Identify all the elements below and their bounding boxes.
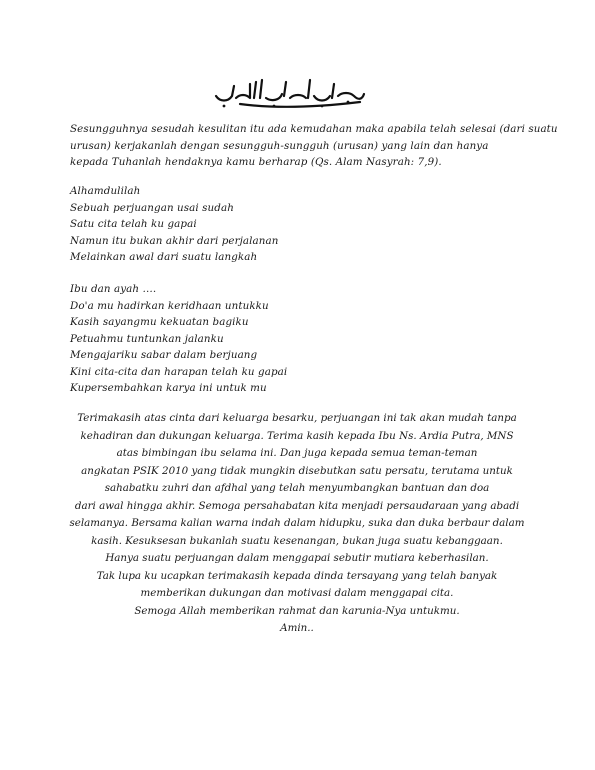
- quote-line: urusan) kerjakanlah dengan sesungguh-sungguh (urusan) yang lain dan hanya: [70, 139, 489, 152]
- quote-line: kepada Tuhanlah hendaknya kamu berharap (Qs. Alam Nasyrah: 7,9).: [70, 156, 442, 168]
- poem-line: Do'a mu hadirkan keridhaan untukku: [70, 299, 269, 312]
- poem-stanza-2: [70, 281, 287, 397]
- poem-line: Kini cita-cita dan harapan telah ku gapai: [70, 365, 288, 378]
- poem-line: Namun itu bukan akhir dari perjalanan: [70, 234, 279, 247]
- acknowledgement-line: sahabatku zuhri dan afdhal yang telah menyumbangkan bantuan dan doa: [104, 482, 490, 494]
- acknowledgement-line: atas bimbingan ibu selama ini. Dan juga kepada semua teman-teman: [116, 447, 478, 459]
- poem-line: Sebuah perjuangan usai sudah: [70, 201, 234, 214]
- poem-line: Melainkan awal dari suatu langkah: [70, 251, 258, 263]
- acknowledgement-line: Amin..: [280, 622, 314, 634]
- acknowledgement-line: Terimakasih atas cinta dari keluarga besarku, perjuangan ini tak akan mudah tanpa: [77, 412, 517, 424]
- poem-line: Alhamdulilah: [70, 185, 141, 197]
- acknowledgement-line: Semoga Allah memberikan rahmat dan karunia-Nya untukmu.: [134, 604, 460, 617]
- poem-line: Satu cita telah ku gapai: [70, 218, 197, 230]
- acknowledgement-line: dari awal hingga akhir. Semoga persahabatan kita menjadi persaudaraan yang abadi: [74, 499, 520, 512]
- poem-line: Petuahmu tuntunkan jalanku: [70, 332, 224, 345]
- poem-line: Ibu dan ayah ….: [70, 283, 157, 295]
- poem-line: Mengajariku sabar dalam berjuang: [70, 349, 258, 361]
- poem-line: Kupersembahkan karya ini untuk mu: [70, 382, 267, 394]
- acknowledgement-line: kehadiran dan dukungan keluarga. Terima kasih kepada Ibu Ns. Ardia Putra, MNS: [80, 429, 514, 442]
- acknowledgement-line: kasih. Kesuksesan bukanlah suatu kesenangan, bukan juga suatu kebanggaan.: [91, 534, 503, 547]
- bismillah-calligraphy: [210, 72, 370, 112]
- poem-stanza-1: [70, 183, 278, 266]
- quote-line: Sesungguhnya sesudah kesulitan itu ada kemudahan maka apabila telah selesai (dari suatu: [70, 123, 558, 135]
- quran-quote: [70, 121, 558, 171]
- acknowledgement-line: angkatan PSIK 2010 yang tidak mungkin disebutkan satu persatu, terutama untuk: [81, 464, 513, 477]
- acknowledgement-line: Hanya suatu perjuangan dalam menggapai sebutir mutiara keberhasilan.: [105, 552, 489, 564]
- acknowledgement-line: selamanya. Bersama kalian warna indah dalam hidupku, suka dan duka berbaur dalam: [69, 517, 525, 529]
- poem-line: Kasih sayangmu kekuatan bagiku: [70, 316, 249, 328]
- acknowledgement-line: Tak lupa ku ucapkan terimakasih kepada dinda tersayang yang telah banyak: [96, 569, 498, 582]
- acknowledgement-line: memberikan dukungan dan motivasi dalam menggapai cita.: [140, 587, 454, 599]
- bismillah-text: بسم الله الرحمن الرحيم: [210, 72, 221, 73]
- acknowledgement-paragraph: [62, 410, 532, 638]
